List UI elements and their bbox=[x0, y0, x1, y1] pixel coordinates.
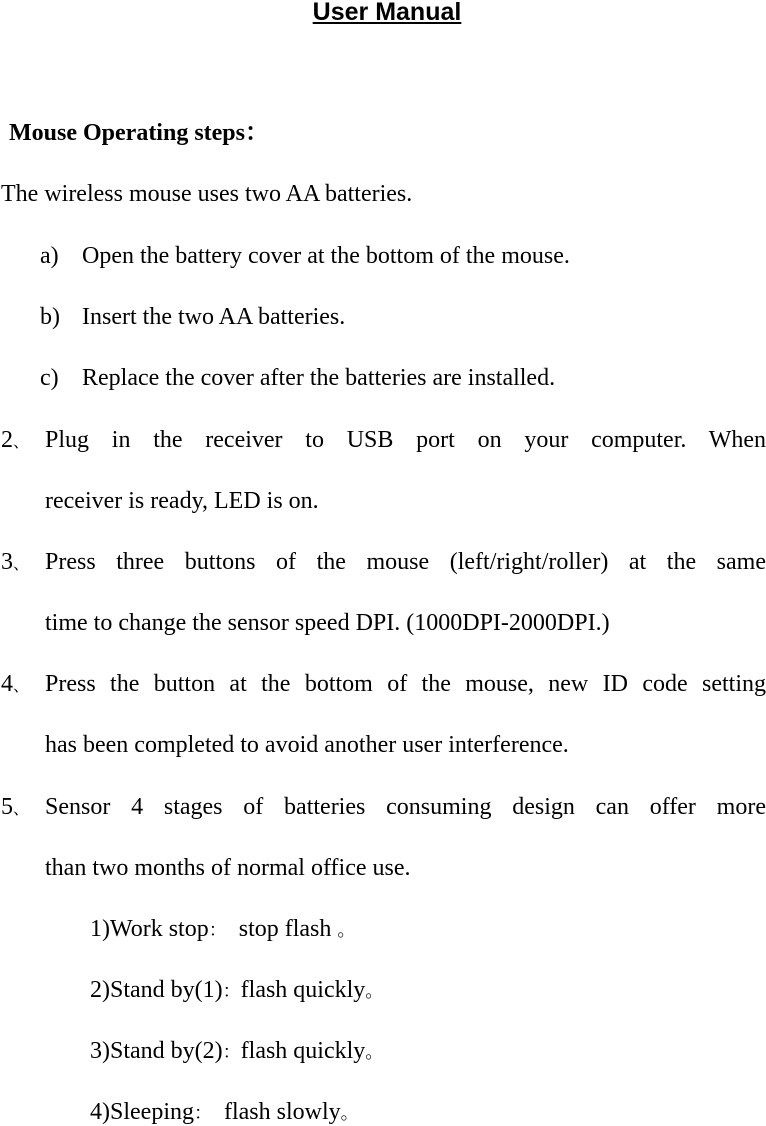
sub-step-text: Open the battery cover at the bottom of the mouse. bbox=[82, 243, 570, 269]
step-separator: 、 bbox=[13, 676, 30, 695]
step-number: 4、 bbox=[1, 671, 30, 697]
step-line: time to change the sensor speed DPI. (1000DPI-2000DPI.) bbox=[45, 610, 610, 636]
step-number: 5、 bbox=[1, 794, 30, 820]
sub-step-marker: b) bbox=[40, 304, 60, 330]
step-separator: 、 bbox=[13, 799, 30, 818]
step-line: Sensor 4 stages of batteries consuming design can offer more bbox=[45, 794, 766, 820]
step-line: Press the button at the bottom of the mouse, new ID code setting bbox=[45, 671, 766, 697]
sub-step-text: Insert the two AA batteries. bbox=[82, 304, 346, 330]
step-line: Plug in the receiver to USB port on your computer. When bbox=[45, 427, 766, 453]
step-line: than two months of normal office use. bbox=[45, 855, 411, 881]
step-number: 3、 bbox=[1, 549, 30, 575]
led-stage: 4)Sleeping： flash slowly。 bbox=[90, 1099, 359, 1125]
section-heading: Mouse Operating steps： bbox=[9, 120, 269, 146]
led-stage: 2)Stand by(1)：flash quickly。 bbox=[90, 977, 384, 1003]
intro-text: The wireless mouse uses two AA batteries. bbox=[1, 181, 413, 207]
step-separator: 、 bbox=[13, 432, 30, 451]
sub-step-text: Replace the cover after the batteries are installed. bbox=[82, 365, 556, 391]
step-line: Press three buttons of the mouse (left/right/roller) at the same bbox=[45, 549, 766, 575]
step-separator: 、 bbox=[13, 554, 30, 573]
page-title: User Manual bbox=[312, 0, 462, 26]
led-stage: 1)Work stop： stop flash 。 bbox=[90, 916, 356, 942]
led-stage: 3)Stand by(2)：flash quickly。 bbox=[90, 1038, 384, 1064]
step-line: has been completed to avoid another user interference. bbox=[45, 732, 569, 758]
sub-step-marker: c) bbox=[40, 365, 59, 391]
step-number: 2、 bbox=[1, 427, 30, 453]
step-line: receiver is ready, LED is on. bbox=[45, 488, 319, 514]
sub-step-marker: a) bbox=[40, 243, 59, 269]
